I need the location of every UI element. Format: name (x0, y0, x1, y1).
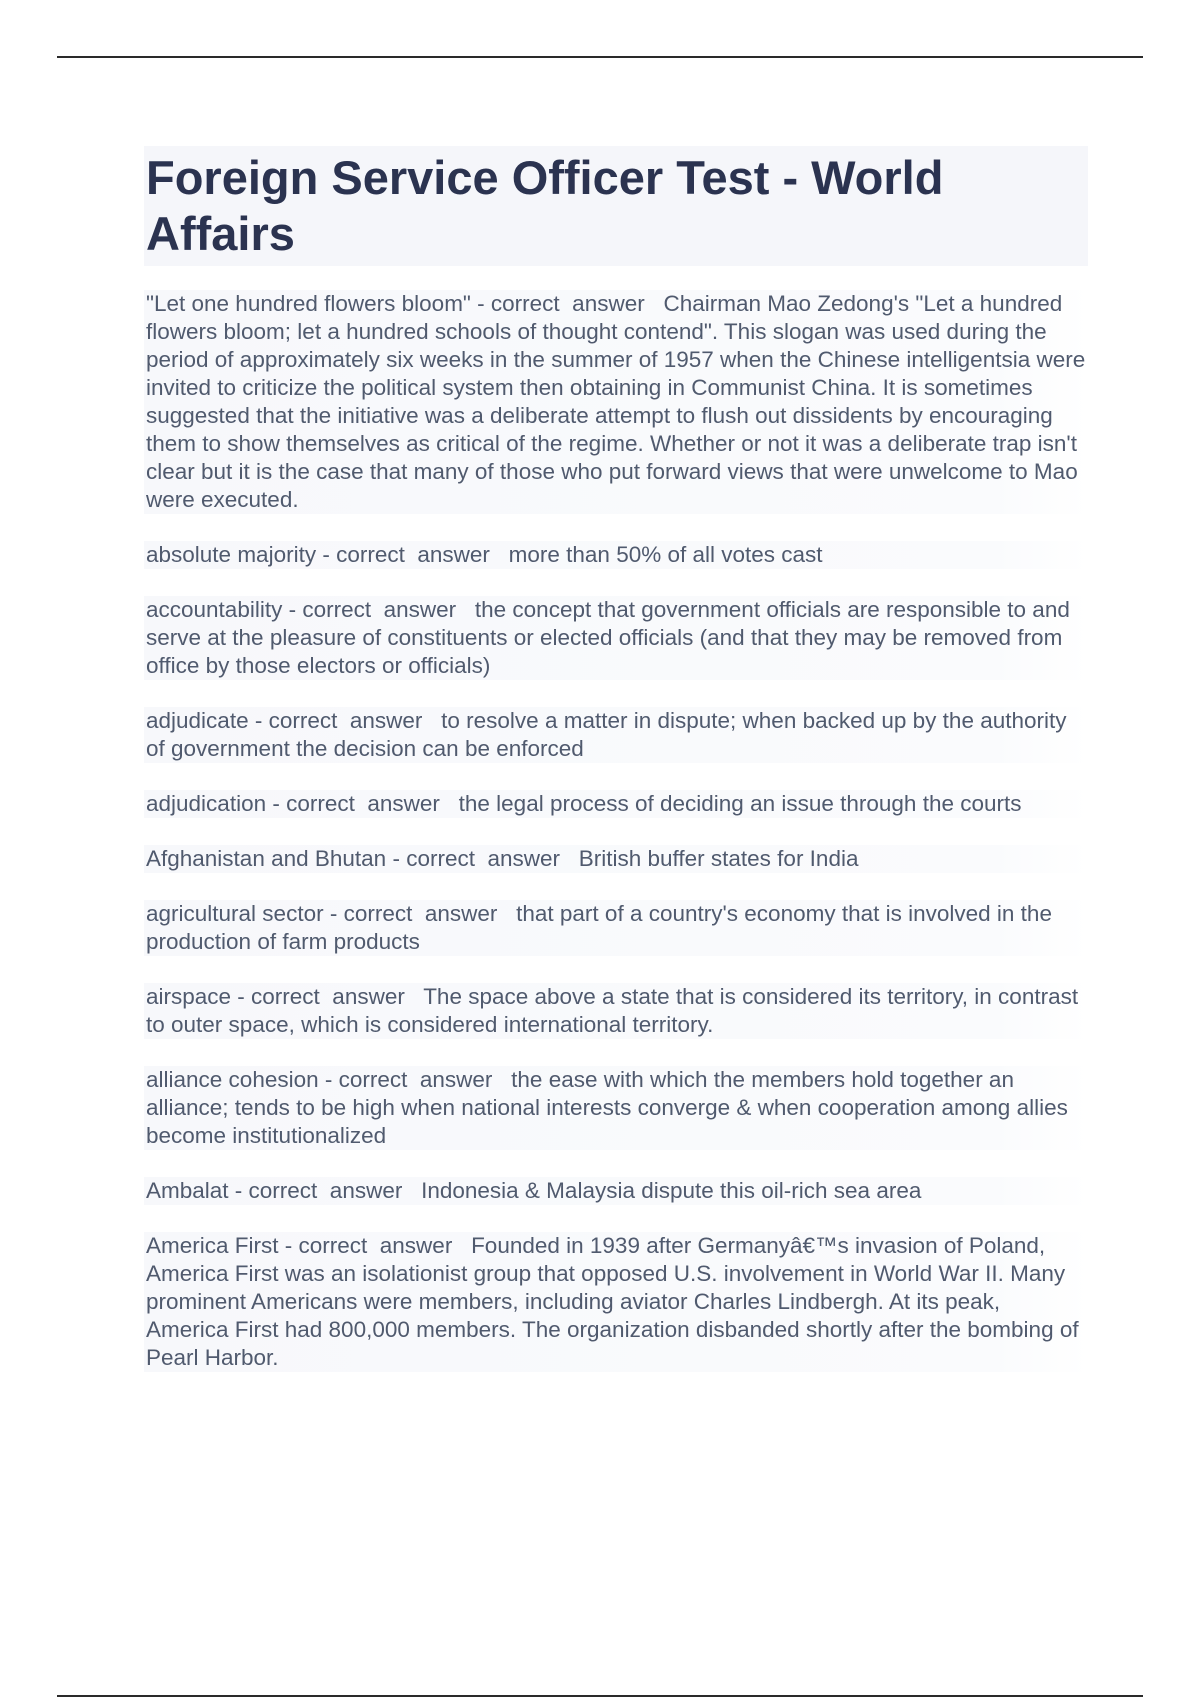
entry-definition: the ease with which the members hold together an alliance; tends to be high when national interests converge & when cooperation among allies become institutionalized (146, 1067, 1068, 1148)
list-item (144, 1066, 1088, 1150)
entry-separator: - correct answer (266, 791, 459, 816)
flashcard-list (144, 290, 1088, 1372)
list-item (144, 1177, 1088, 1205)
list-item (144, 290, 1088, 514)
entry-separator: - correct answer (231, 984, 424, 1009)
document-body (144, 146, 1088, 1399)
entry-definition: British buffer states for India (578, 846, 859, 871)
entry-term: America First (146, 1233, 279, 1258)
entry-separator: - correct answer (282, 597, 475, 622)
entry-definition: that part of a country's economy that is involved in the production of farm products (146, 901, 1052, 954)
entry-definition: to resolve a matter in dispute; when backed up by the authority of government the decision can be enforced (146, 708, 1067, 761)
document-title: Foreign Service Officer Test - World Affairs (144, 146, 1088, 266)
list-item (144, 541, 1088, 569)
entry-separator: - correct answer (318, 1067, 512, 1092)
entry-term: adjudication (146, 791, 267, 816)
entry-definition: more than 50% of all votes cast (508, 542, 823, 567)
list-item (144, 707, 1088, 763)
entry-separator: - correct answer (386, 846, 579, 871)
top-divider (57, 56, 1143, 58)
entry-term: accountability (146, 597, 283, 622)
entry-separator: - correct answer (470, 291, 664, 316)
list-item (144, 983, 1088, 1039)
entry-definition: Indonesia & Malaysia dispute this oil-rich sea area (421, 1178, 922, 1203)
entry-term: airspace (146, 984, 232, 1009)
entry-separator: - correct answer (248, 708, 442, 733)
list-item (144, 900, 1088, 956)
list-item (144, 790, 1088, 818)
list-item (144, 1232, 1088, 1372)
entry-term: agricultural sector (146, 901, 324, 926)
entry-separator: - correct answer (228, 1178, 422, 1203)
entry-definition: Chairman Mao Zedong's "Let a hundred flowers bloom; let a hundred schools of thought contend". This slogan was used during the period of approximately six weeks in the summer of 1957 when the Chinese intelligentsia were invited to criticize the political system then obtaining in Communist China. It is sometimes suggested that the initiative was a deliberate attempt to flush out dissidents by encouraging them to show themselves as critical of the regime. Whether or not it was a deliberate trap isn't clear but it is the case that many of those who put forward views that were unwelcome to Mao were executed. (146, 291, 1086, 512)
entry-separator: - correct answer (323, 901, 517, 926)
list-item (144, 596, 1088, 680)
entry-separator: - correct answer (316, 542, 509, 567)
entry-term: absolute majority (146, 542, 317, 567)
entry-definition: The space above a state that is considered its territory, in contrast to outer space, which is considered international territory. (146, 984, 1079, 1037)
entry-term: alliance cohesion (146, 1067, 319, 1092)
entry-definition: the legal process of deciding an issue through the courts (458, 791, 1022, 816)
entry-term: adjudicate (146, 708, 249, 733)
list-item (144, 845, 1088, 873)
entry-term: Ambalat (146, 1178, 229, 1203)
entry-term: "Let one hundred flowers bloom" (146, 291, 471, 316)
entry-definition: Founded in 1939 after Germanyâ€™s invasion of Poland, America First was an isolationist group that opposed U.S. involvement in World War II. Many prominent Americans were members, including aviator Charles Lindbergh. At its peak, America First had 800,000 members. The organization disbanded shortly after the bombing of Pearl Harbor. (146, 1233, 1079, 1370)
entry-term: Afghanistan and Bhutan (146, 846, 387, 871)
bottom-divider (57, 1695, 1143, 1697)
entry-definition: the concept that government officials are responsible to and serve at the pleasure of constituents or elected officials (and that they may be removed from office by those electors or officials) (146, 597, 1070, 678)
entry-separator: - correct answer (278, 1233, 472, 1258)
